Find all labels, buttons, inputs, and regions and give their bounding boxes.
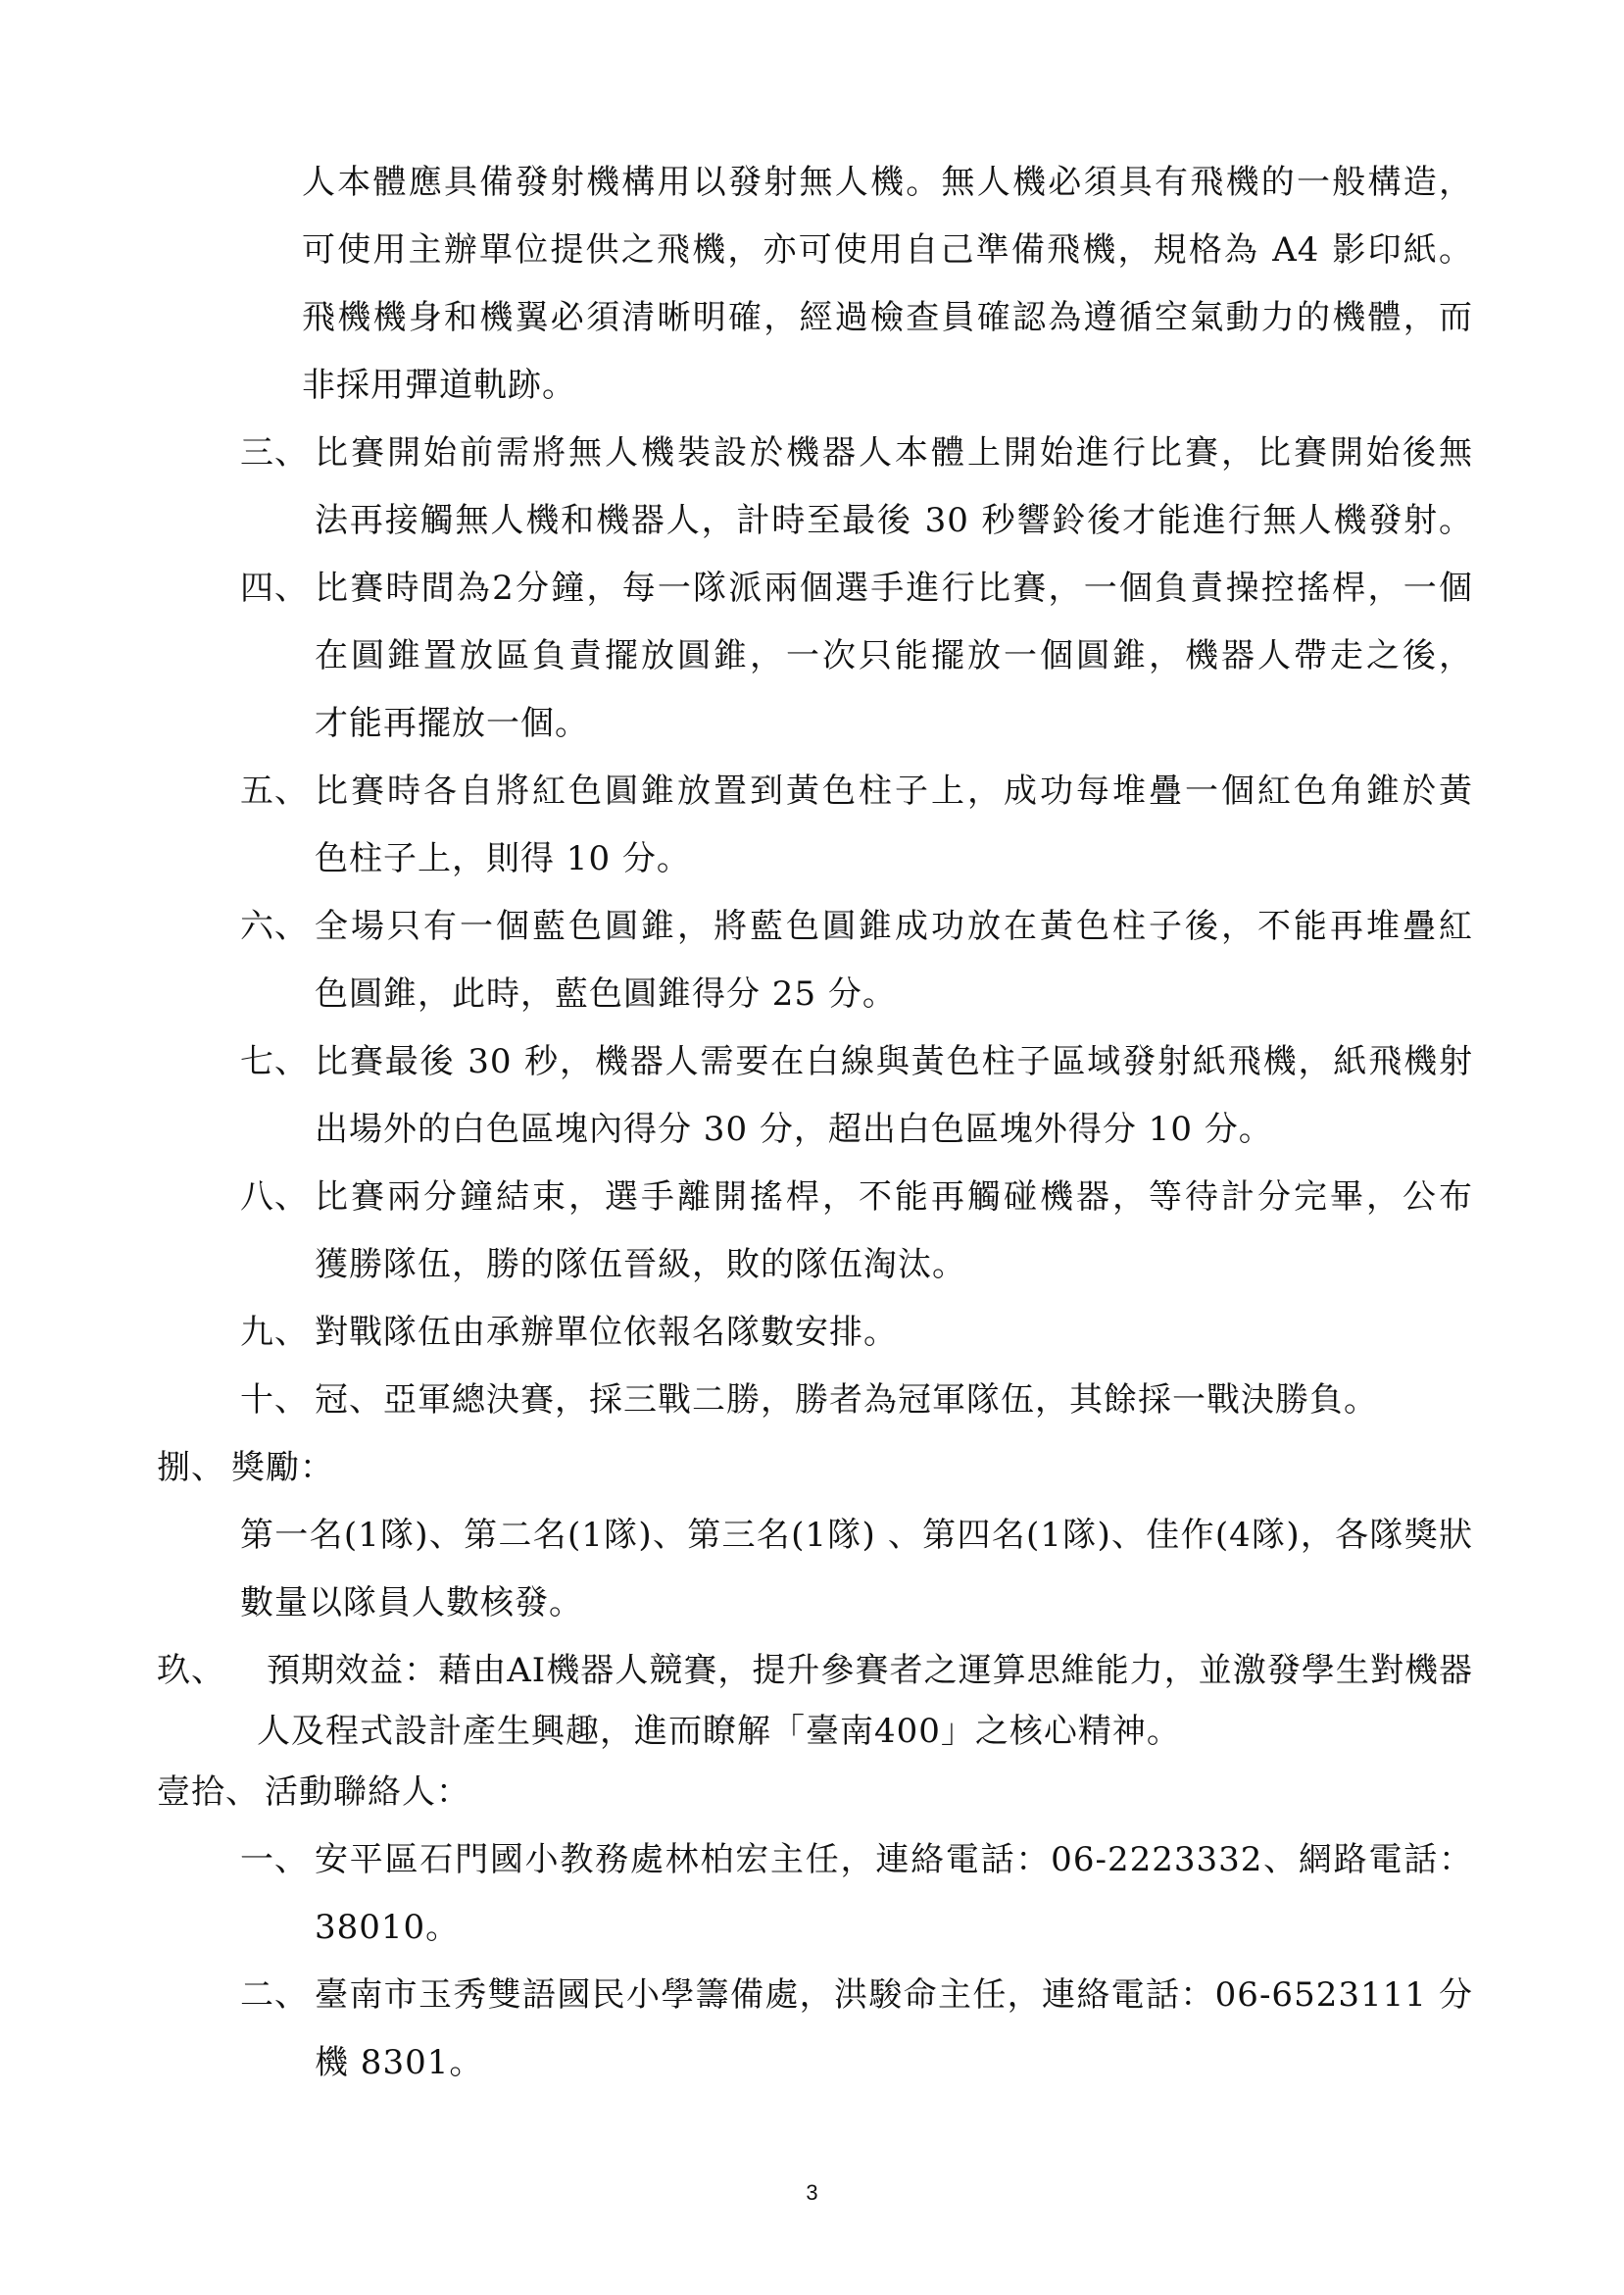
body-text-line: 在圓錐置放區負責擺放圓錐，一次只能擺放一個圓錐，機器人帶走之後，: [315, 636, 1473, 675]
item-number: 四、: [240, 569, 309, 608]
body-text-line: 比賽兩分鐘結束，選手離開搖桿，不能再觸碰機器，等待計分完畢，公布: [315, 1177, 1473, 1217]
body-text-line: 比賽開始前需將無人機裝設於機器人本體上開始進行比賽，比賽開始後無: [315, 433, 1473, 473]
body-text-line: 比賽最後 30 秒，機器人需要在白線與黃色柱子區域發射紙飛機，紙飛機射: [315, 1042, 1473, 1081]
body-text-line: 色柱子上，則得 10 分。: [315, 839, 691, 878]
body-text-line: 才能再擺放一個。: [315, 704, 589, 743]
item-number: 七、: [240, 1042, 309, 1081]
item-number: 十、: [240, 1380, 309, 1420]
section-heading: 活動聯絡人：: [265, 1772, 470, 1812]
body-text-line: 第一名(1隊)、第二名(1隊)、第三名(1隊) 、第四名(1隊)、佳作(4隊)，各隊獎狀: [240, 1516, 1473, 1555]
body-text-line: 法再接觸無人機和機器人，計時至最後 30 秒響鈴後才能進行無人機發射。: [315, 501, 1473, 540]
body-text-line: 飛機機身和機翼必須清晰明確，經過檢查員確認為遵循空氣動力的機體，而: [302, 298, 1473, 337]
body-text-line: 色圓錐，此時，藍色圓錐得分 25 分。: [315, 974, 897, 1014]
item-number: 三、: [240, 433, 309, 473]
body-text-line: 比賽時間為2分鐘，每一隊派兩個選手進行比賽，一個負責操控搖桿，一個: [315, 569, 1473, 608]
contact-line: 機 8301。: [315, 2043, 484, 2082]
item-number: 五、: [240, 772, 309, 811]
item-number: 二、: [240, 1975, 309, 2015]
body-text-line: 獲勝隊伍，勝的隊伍晉級，敗的隊伍淘汰。: [315, 1245, 966, 1284]
section-heading: 獎勵：: [231, 1448, 334, 1487]
body-text-line: 預期效益：藉由AI機器人競賽，提升參賽者之運算思維能力，並激發學生對機器: [267, 1651, 1473, 1690]
body-text-line: 對戰隊伍由承辦單位依報名隊數安排。: [315, 1313, 898, 1352]
page-number: 3: [806, 2180, 818, 2205]
body-text-line: 人本體應具備發射機構用以發射無人機。無人機必須具有飛機的一般構造，: [302, 163, 1473, 202]
body-text-line: 冠、亞軍總決賽，採三戰二勝，勝者為冠軍隊伍，其餘採一戰決勝負。: [315, 1380, 1378, 1420]
body-text-line: 比賽時各自將紅色圓錐放置到黃色柱子上，成功每堆疊一個紅色角錐於黃: [315, 772, 1473, 811]
body-text-line: 非採用彈道軌跡。: [302, 366, 576, 405]
contact-line: 38010。: [315, 1908, 461, 1947]
body-text-line: 全場只有一個藍色圓錐，將藍色圓錐成功放在黃色柱子後，不能再堆疊紅: [315, 907, 1473, 946]
section-number: 捌、: [157, 1448, 225, 1487]
item-number: 六、: [240, 907, 309, 946]
body-text-line: 出場外的白色區塊內得分 30 分，超出白色區塊外得分 10 分。: [315, 1110, 1273, 1149]
body-text-line: 人及程式設計產生興趣，進而瞭解「臺南400」之核心精神。: [257, 1712, 1181, 1751]
item-number: 一、: [240, 1840, 309, 1879]
body-text-line: 數量以隊員人數核發。: [240, 1583, 583, 1622]
contact-line: 臺南市玉秀雙語國民小學籌備處，洪駿命主任，連絡電話：06-6523111 分: [315, 1975, 1473, 2015]
item-number: 八、: [240, 1177, 309, 1217]
section-number: 壹拾、: [157, 1772, 260, 1812]
body-text-line: 可使用主辦單位提供之飛機，亦可使用自己準備飛機，規格為 A4 影印紙。: [302, 230, 1473, 270]
item-number: 九、: [240, 1313, 309, 1352]
section-number: 玖、: [157, 1651, 225, 1690]
contact-line: 安平區石門國小教務處林柏宏主任，連絡電話：06-2223332、網路電話：: [315, 1840, 1473, 1879]
